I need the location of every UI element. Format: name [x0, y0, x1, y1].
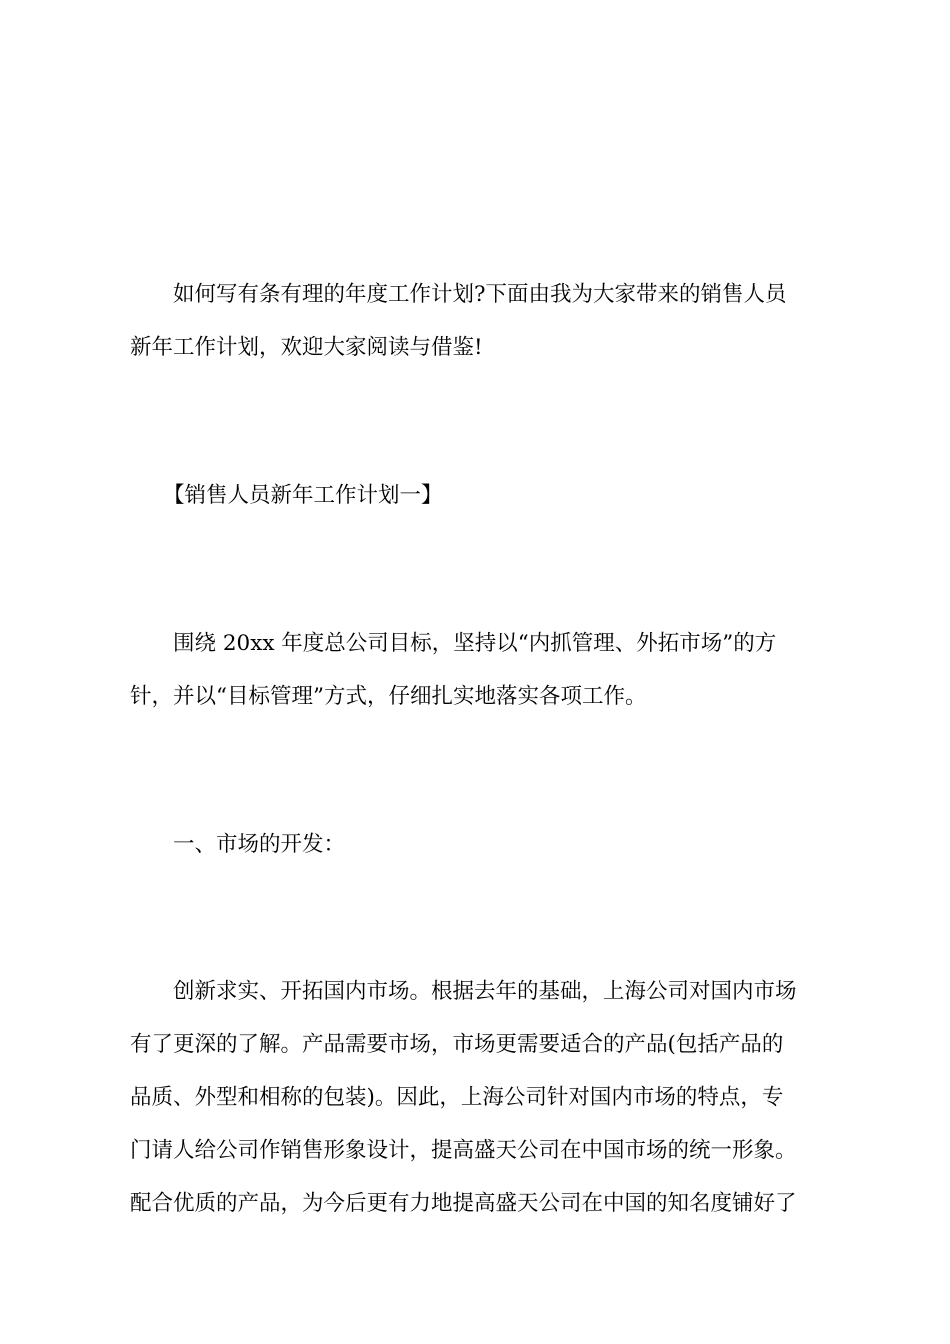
section-title: 【销售人员新年工作计划一】: [163, 483, 443, 508]
policy-paragraph: [130, 617, 830, 723]
body-line-5: 配合优质的产品，为今后更有力地提高盛天公司在中国的知名度铺好了: [130, 1191, 797, 1216]
intro-line-1: 如何写有条有理的年度工作计划?下面由我为大家带来的销售人员: [173, 282, 787, 307]
body-line-1: 创新求实、开拓国内市场。根据去年的基础，上海公司对国内市场: [173, 979, 797, 1004]
policy-line-1: 围绕 20xx 年度总公司目标，坚持以“内抓管理、外拓市场”的方: [173, 631, 777, 656]
intro-line-2: 新年工作计划，欢迎大家阅读与借鉴!: [130, 335, 483, 360]
intro-paragraph: [130, 268, 830, 374]
body-line-2: 有了更深的了解。产品需要市场，市场更需要适合的产品(包括产品的: [130, 1032, 784, 1057]
market-heading: 一、市场的开发：: [173, 832, 346, 857]
document-page: [130, 268, 830, 1230]
body-line-3: 品质、外型和相称的包装)。因此，上海公司针对国内市场的特点，专: [130, 1085, 784, 1110]
market-body-paragraph: [130, 965, 830, 1230]
body-line-4: 门请人给公司作销售形象设计，提高盛天公司在中国市场的统一形象。: [130, 1138, 797, 1163]
policy-line-2: 针，并以“目标管理”方式，仔细扎实地落实各项工作。: [130, 684, 647, 709]
